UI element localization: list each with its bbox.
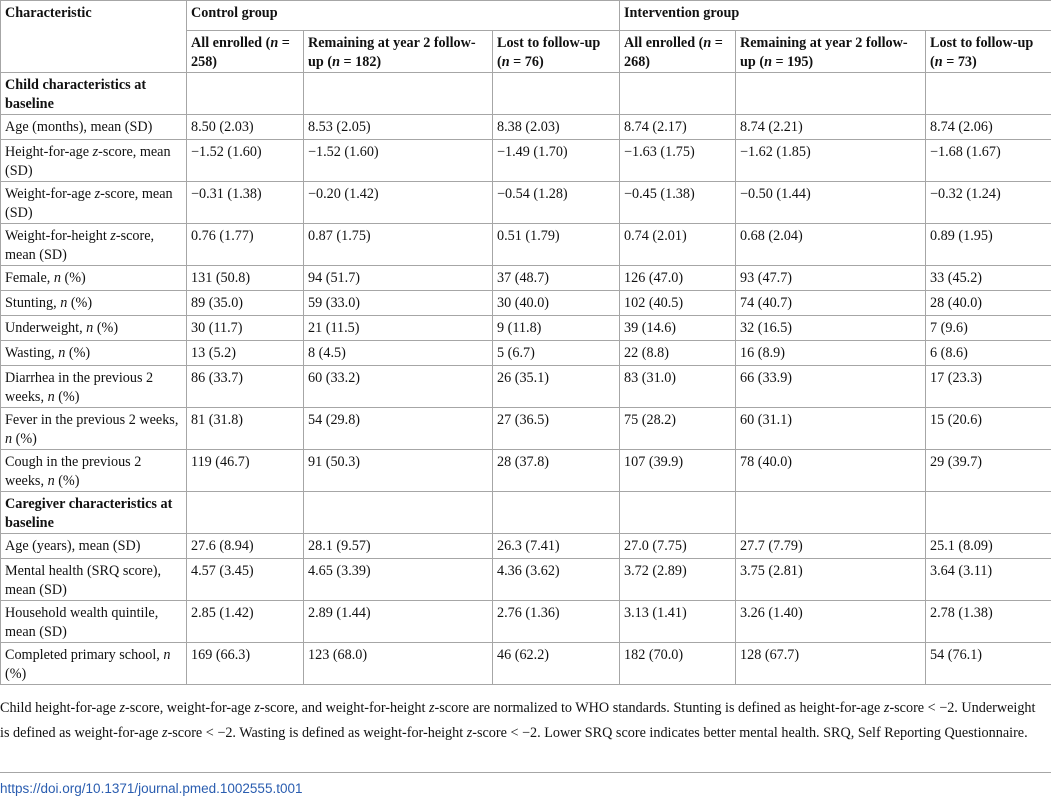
table-cell: −0.54 (1.28)	[493, 182, 620, 224]
table-row	[1, 115, 1051, 140]
empty-cell	[187, 73, 304, 115]
table-cell: 17 (23.3)	[926, 366, 1051, 408]
empty-cell	[736, 73, 926, 115]
table-cell: 169 (66.3)	[187, 643, 304, 685]
table-cell: 32 (16.5)	[736, 316, 926, 341]
header-column-3	[493, 31, 620, 73]
row-label	[1, 266, 187, 291]
table-cell: 46 (62.2)	[493, 643, 620, 685]
table-cell: 60 (31.1)	[736, 408, 926, 450]
table-cell: 78 (40.0)	[736, 450, 926, 492]
table-row	[1, 316, 1051, 341]
row-label	[1, 115, 187, 140]
row-label	[1, 559, 187, 601]
header-characteristic: Characteristic	[1, 1, 187, 73]
header-text: Remaining at year 2 follow-up (	[740, 35, 908, 70]
empty-cell	[620, 73, 736, 115]
table-cell: −0.45 (1.38)	[620, 182, 736, 224]
header-text: All enrolled (	[191, 35, 271, 51]
table-cell: 6 (8.6)	[926, 341, 1051, 366]
row-label	[1, 224, 187, 266]
row-label	[1, 366, 187, 408]
table-cell: 26 (35.1)	[493, 366, 620, 408]
table-cell: 8.53 (2.05)	[304, 115, 493, 140]
empty-cell	[493, 73, 620, 115]
table-cell: −1.68 (1.67)	[926, 140, 1051, 182]
row-label-symbol: z	[94, 186, 101, 202]
table-cell: 60 (33.2)	[304, 366, 493, 408]
table-cell: 81 (31.8)	[187, 408, 304, 450]
table-cell: 33 (45.2)	[926, 266, 1051, 291]
table-cell: 126 (47.0)	[620, 266, 736, 291]
footnote-symbol: z	[254, 700, 260, 716]
table-cell: 3.26 (1.40)	[736, 601, 926, 643]
table-cell: 7 (9.6)	[926, 316, 1051, 341]
row-label-text: (%)	[54, 389, 80, 405]
row-label-text: (%)	[5, 666, 27, 682]
row-label	[1, 408, 187, 450]
table-cell: 8.74 (2.17)	[620, 115, 736, 140]
divider	[0, 772, 1051, 773]
row-label	[1, 316, 187, 341]
table-cell: 15 (20.6)	[926, 408, 1051, 450]
section-caregiver-characteristics-row	[1, 492, 1051, 534]
row-label-text: -score, mean (SD)	[5, 186, 173, 221]
table-cell: 66 (33.9)	[736, 366, 926, 408]
table-cell: −0.50 (1.44)	[736, 182, 926, 224]
table-cell: 2.76 (1.36)	[493, 601, 620, 643]
row-label-text: (%)	[67, 295, 93, 311]
empty-cell	[926, 492, 1051, 534]
table-cell: 16 (8.9)	[736, 341, 926, 366]
row-label-symbol: n	[53, 270, 61, 286]
table-cell: 2.89 (1.44)	[304, 601, 493, 643]
header-n-symbol: n	[764, 54, 772, 70]
row-label-text: Fever in the previous 2 weeks,	[5, 412, 179, 428]
section-caregiver-characteristics: Caregiver characteristics at baseline	[1, 492, 187, 534]
table-cell: 94 (51.7)	[304, 266, 493, 291]
table-cell: 131 (50.8)	[187, 266, 304, 291]
row-label-text: Cough in the previous 2 weeks,	[5, 454, 142, 489]
row-label-symbol: n	[47, 473, 55, 489]
header-intervention-group: Intervention group	[620, 1, 1051, 31]
row-label-text: Underweight,	[5, 320, 87, 336]
header-column-1	[187, 31, 304, 73]
table-cell: 54 (29.8)	[304, 408, 493, 450]
table-row	[1, 140, 1051, 182]
table-cell: 8.50 (2.03)	[187, 115, 304, 140]
header-column-5	[736, 31, 926, 73]
table-cell: −1.63 (1.75)	[620, 140, 736, 182]
empty-cell	[187, 492, 304, 534]
table-cell: −1.52 (1.60)	[187, 140, 304, 182]
footnote-symbol: z	[883, 700, 890, 716]
table-row	[1, 534, 1051, 559]
table-cell: −1.49 (1.70)	[493, 140, 620, 182]
table-cell: −1.62 (1.85)	[736, 140, 926, 182]
row-label	[1, 643, 187, 685]
table-row	[1, 266, 1051, 291]
row-label-text: Weight-for-height	[5, 228, 111, 244]
footnote-symbol: z	[429, 700, 435, 716]
table-row	[1, 366, 1051, 408]
table-row	[1, 224, 1051, 266]
table-cell: 30 (11.7)	[187, 316, 304, 341]
table-row	[1, 643, 1051, 685]
header-column-2	[304, 31, 493, 73]
table-cell: 59 (33.0)	[304, 291, 493, 316]
row-label-text: Stunting,	[5, 295, 61, 311]
table-cell: 25.1 (8.09)	[926, 534, 1051, 559]
table-cell: −0.31 (1.38)	[187, 182, 304, 224]
table-body	[1, 73, 1051, 685]
table-row	[1, 601, 1051, 643]
table-cell: 4.65 (3.39)	[304, 559, 493, 601]
row-label-text: (%)	[65, 345, 91, 361]
row-label-symbol: n	[60, 295, 68, 311]
table-cell: 8.74 (2.06)	[926, 115, 1051, 140]
table-row	[1, 182, 1051, 224]
row-label-symbol: n	[47, 389, 55, 405]
row-label-text: Age (years), mean (SD)	[5, 538, 141, 554]
table-cell: 75 (28.2)	[620, 408, 736, 450]
row-label-symbol: n	[58, 345, 66, 361]
table-cell: −1.52 (1.60)	[304, 140, 493, 182]
row-label-symbol: n	[5, 431, 13, 447]
table-row	[1, 408, 1051, 450]
table-cell: 0.76 (1.77)	[187, 224, 304, 266]
row-label-text: Female,	[5, 270, 54, 286]
header-text: = 258)	[191, 35, 290, 70]
table-cell: 28 (37.8)	[493, 450, 620, 492]
row-label	[1, 534, 187, 559]
table-cell: 3.64 (3.11)	[926, 559, 1051, 601]
row-label-symbol: z	[110, 228, 116, 244]
table-cell: 13 (5.2)	[187, 341, 304, 366]
header-n-symbol: n	[703, 35, 712, 51]
footnote-symbol: z	[466, 725, 473, 741]
header-row-groups	[1, 1, 1051, 31]
footnote-text: -score < −2. Lower SRQ score indicates better mental health. SRQ, Self Reporting Questionnaire.	[472, 725, 1028, 741]
table-cell: 8.74 (2.21)	[736, 115, 926, 140]
footnote-text: -score are normalized to WHO standards. Stunting is defined as height-for-age	[434, 700, 884, 716]
table-row	[1, 291, 1051, 316]
row-label-text: Age (months), mean (SD)	[5, 119, 153, 135]
row-label	[1, 182, 187, 224]
header-text: = 76)	[509, 54, 544, 70]
table-cell: 107 (39.9)	[620, 450, 736, 492]
table-cell: 27.0 (7.75)	[620, 534, 736, 559]
header-text: Lost to follow-up (	[497, 35, 601, 70]
header-text: = 195)	[771, 54, 814, 70]
row-label-text: (%)	[54, 473, 80, 489]
footnote-text: -score < −2. Underweight is defined as weight-for-age	[0, 700, 1036, 741]
row-label-text: Household wealth quintile, mean (SD)	[5, 605, 159, 640]
header-text: All enrolled (	[624, 35, 704, 51]
table-cell: 0.51 (1.79)	[493, 224, 620, 266]
row-label-text: Diarrhea in the previous 2 weeks,	[5, 370, 154, 405]
table-cell: 89 (35.0)	[187, 291, 304, 316]
row-label	[1, 291, 187, 316]
header-text: = 73)	[942, 54, 977, 70]
table-cell: 128 (67.7)	[736, 643, 926, 685]
table-cell: 0.89 (1.95)	[926, 224, 1051, 266]
table-cell: 27.6 (8.94)	[187, 534, 304, 559]
row-label-text: Wasting,	[5, 345, 59, 361]
row-label	[1, 601, 187, 643]
footnote-text: Child height-for-age	[0, 700, 120, 716]
header-text: = 268)	[624, 35, 723, 70]
header-column-6	[926, 31, 1051, 73]
table-cell: 26.3 (7.41)	[493, 534, 620, 559]
row-label-text: (%)	[93, 320, 119, 336]
table-cell: 91 (50.3)	[304, 450, 493, 492]
row-label-text: (%)	[60, 270, 86, 286]
row-label-text: Completed primary school,	[5, 647, 164, 663]
row-label	[1, 450, 187, 492]
header-control-group: Control group	[187, 1, 620, 31]
table-cell: 28 (40.0)	[926, 291, 1051, 316]
table-cell: 9 (11.8)	[493, 316, 620, 341]
header-text: Lost to follow-up (	[930, 35, 1034, 70]
header-n-symbol: n	[270, 35, 279, 51]
table-cell: −0.20 (1.42)	[304, 182, 493, 224]
table-cell: 2.85 (1.42)	[187, 601, 304, 643]
header-text: = 182)	[339, 54, 382, 70]
table-row	[1, 450, 1051, 492]
table-cell: 21 (11.5)	[304, 316, 493, 341]
row-label-text: Weight-for-age	[5, 186, 95, 202]
empty-cell	[926, 73, 1051, 115]
footnote-text: -score < −2. Wasting is defined as weight-for-height	[167, 725, 467, 741]
table-cell: 2.78 (1.38)	[926, 601, 1051, 643]
empty-cell	[493, 492, 620, 534]
table-row	[1, 341, 1051, 366]
table-footnote	[0, 696, 1045, 746]
table-cell: 8 (4.5)	[304, 341, 493, 366]
row-label-text: Height-for-age	[5, 144, 93, 160]
row-label-symbol: n	[86, 320, 94, 336]
footnote-symbol: z	[162, 725, 168, 741]
table-cell: 93 (47.7)	[736, 266, 926, 291]
table-cell: 0.74 (2.01)	[620, 224, 736, 266]
table-cell: 39 (14.6)	[620, 316, 736, 341]
table-cell: 5 (6.7)	[493, 341, 620, 366]
footnote-text: -score, and weight-for-height	[259, 700, 429, 716]
table-cell: 29 (39.7)	[926, 450, 1051, 492]
empty-cell	[304, 492, 493, 534]
empty-cell	[304, 73, 493, 115]
table-cell: 4.36 (3.62)	[493, 559, 620, 601]
table-cell: 86 (33.7)	[187, 366, 304, 408]
header-n-symbol: n	[332, 54, 340, 70]
row-label-text: Mental health (SRQ score), mean (SD)	[5, 563, 162, 598]
table-cell: 3.75 (2.81)	[736, 559, 926, 601]
table-cell: 0.87 (1.75)	[304, 224, 493, 266]
table-cell: 3.13 (1.41)	[620, 601, 736, 643]
header-column-4	[620, 31, 736, 73]
table-cell: 74 (40.7)	[736, 291, 926, 316]
row-label	[1, 341, 187, 366]
table-cell: 0.68 (2.04)	[736, 224, 926, 266]
section-child-characteristics-row	[1, 73, 1051, 115]
row-label	[1, 140, 187, 182]
footnote-text: -score, weight-for-age	[125, 700, 255, 716]
doi-link[interactable]: https://doi.org/10.1371/journal.pmed.1002555.t001	[0, 781, 303, 796]
table-cell: 102 (40.5)	[620, 291, 736, 316]
empty-cell	[620, 492, 736, 534]
row-label-text: -score, mean (SD)	[5, 144, 171, 179]
table-cell: 22 (8.8)	[620, 341, 736, 366]
table-cell: 28.1 (9.57)	[304, 534, 493, 559]
table-cell: 54 (76.1)	[926, 643, 1051, 685]
table-cell: 3.72 (2.89)	[620, 559, 736, 601]
table-cell: 83 (31.0)	[620, 366, 736, 408]
footnote-symbol: z	[119, 700, 126, 716]
table-cell: 123 (68.0)	[304, 643, 493, 685]
table-cell: −0.32 (1.24)	[926, 182, 1051, 224]
table-cell: 4.57 (3.45)	[187, 559, 304, 601]
header-n-symbol: n	[501, 54, 510, 70]
row-label-text: -score, mean (SD)	[5, 228, 155, 263]
table-cell: 27 (36.5)	[493, 408, 620, 450]
table-cell: 8.38 (2.03)	[493, 115, 620, 140]
table-cell: 37 (48.7)	[493, 266, 620, 291]
row-label-symbol: z	[92, 144, 99, 160]
table-cell: 119 (46.7)	[187, 450, 304, 492]
section-child-characteristics: Child characteristics at baseline	[1, 73, 187, 115]
table-cell: 30 (40.0)	[493, 291, 620, 316]
table-cell: 182 (70.0)	[620, 643, 736, 685]
row-label-text: (%)	[12, 431, 37, 447]
table-row	[1, 559, 1051, 601]
header-text: Remaining at year 2 follow-up (	[308, 35, 476, 70]
table-cell: 27.7 (7.79)	[736, 534, 926, 559]
header-n-symbol: n	[934, 54, 943, 70]
row-label-symbol: n	[163, 647, 171, 663]
empty-cell	[736, 492, 926, 534]
